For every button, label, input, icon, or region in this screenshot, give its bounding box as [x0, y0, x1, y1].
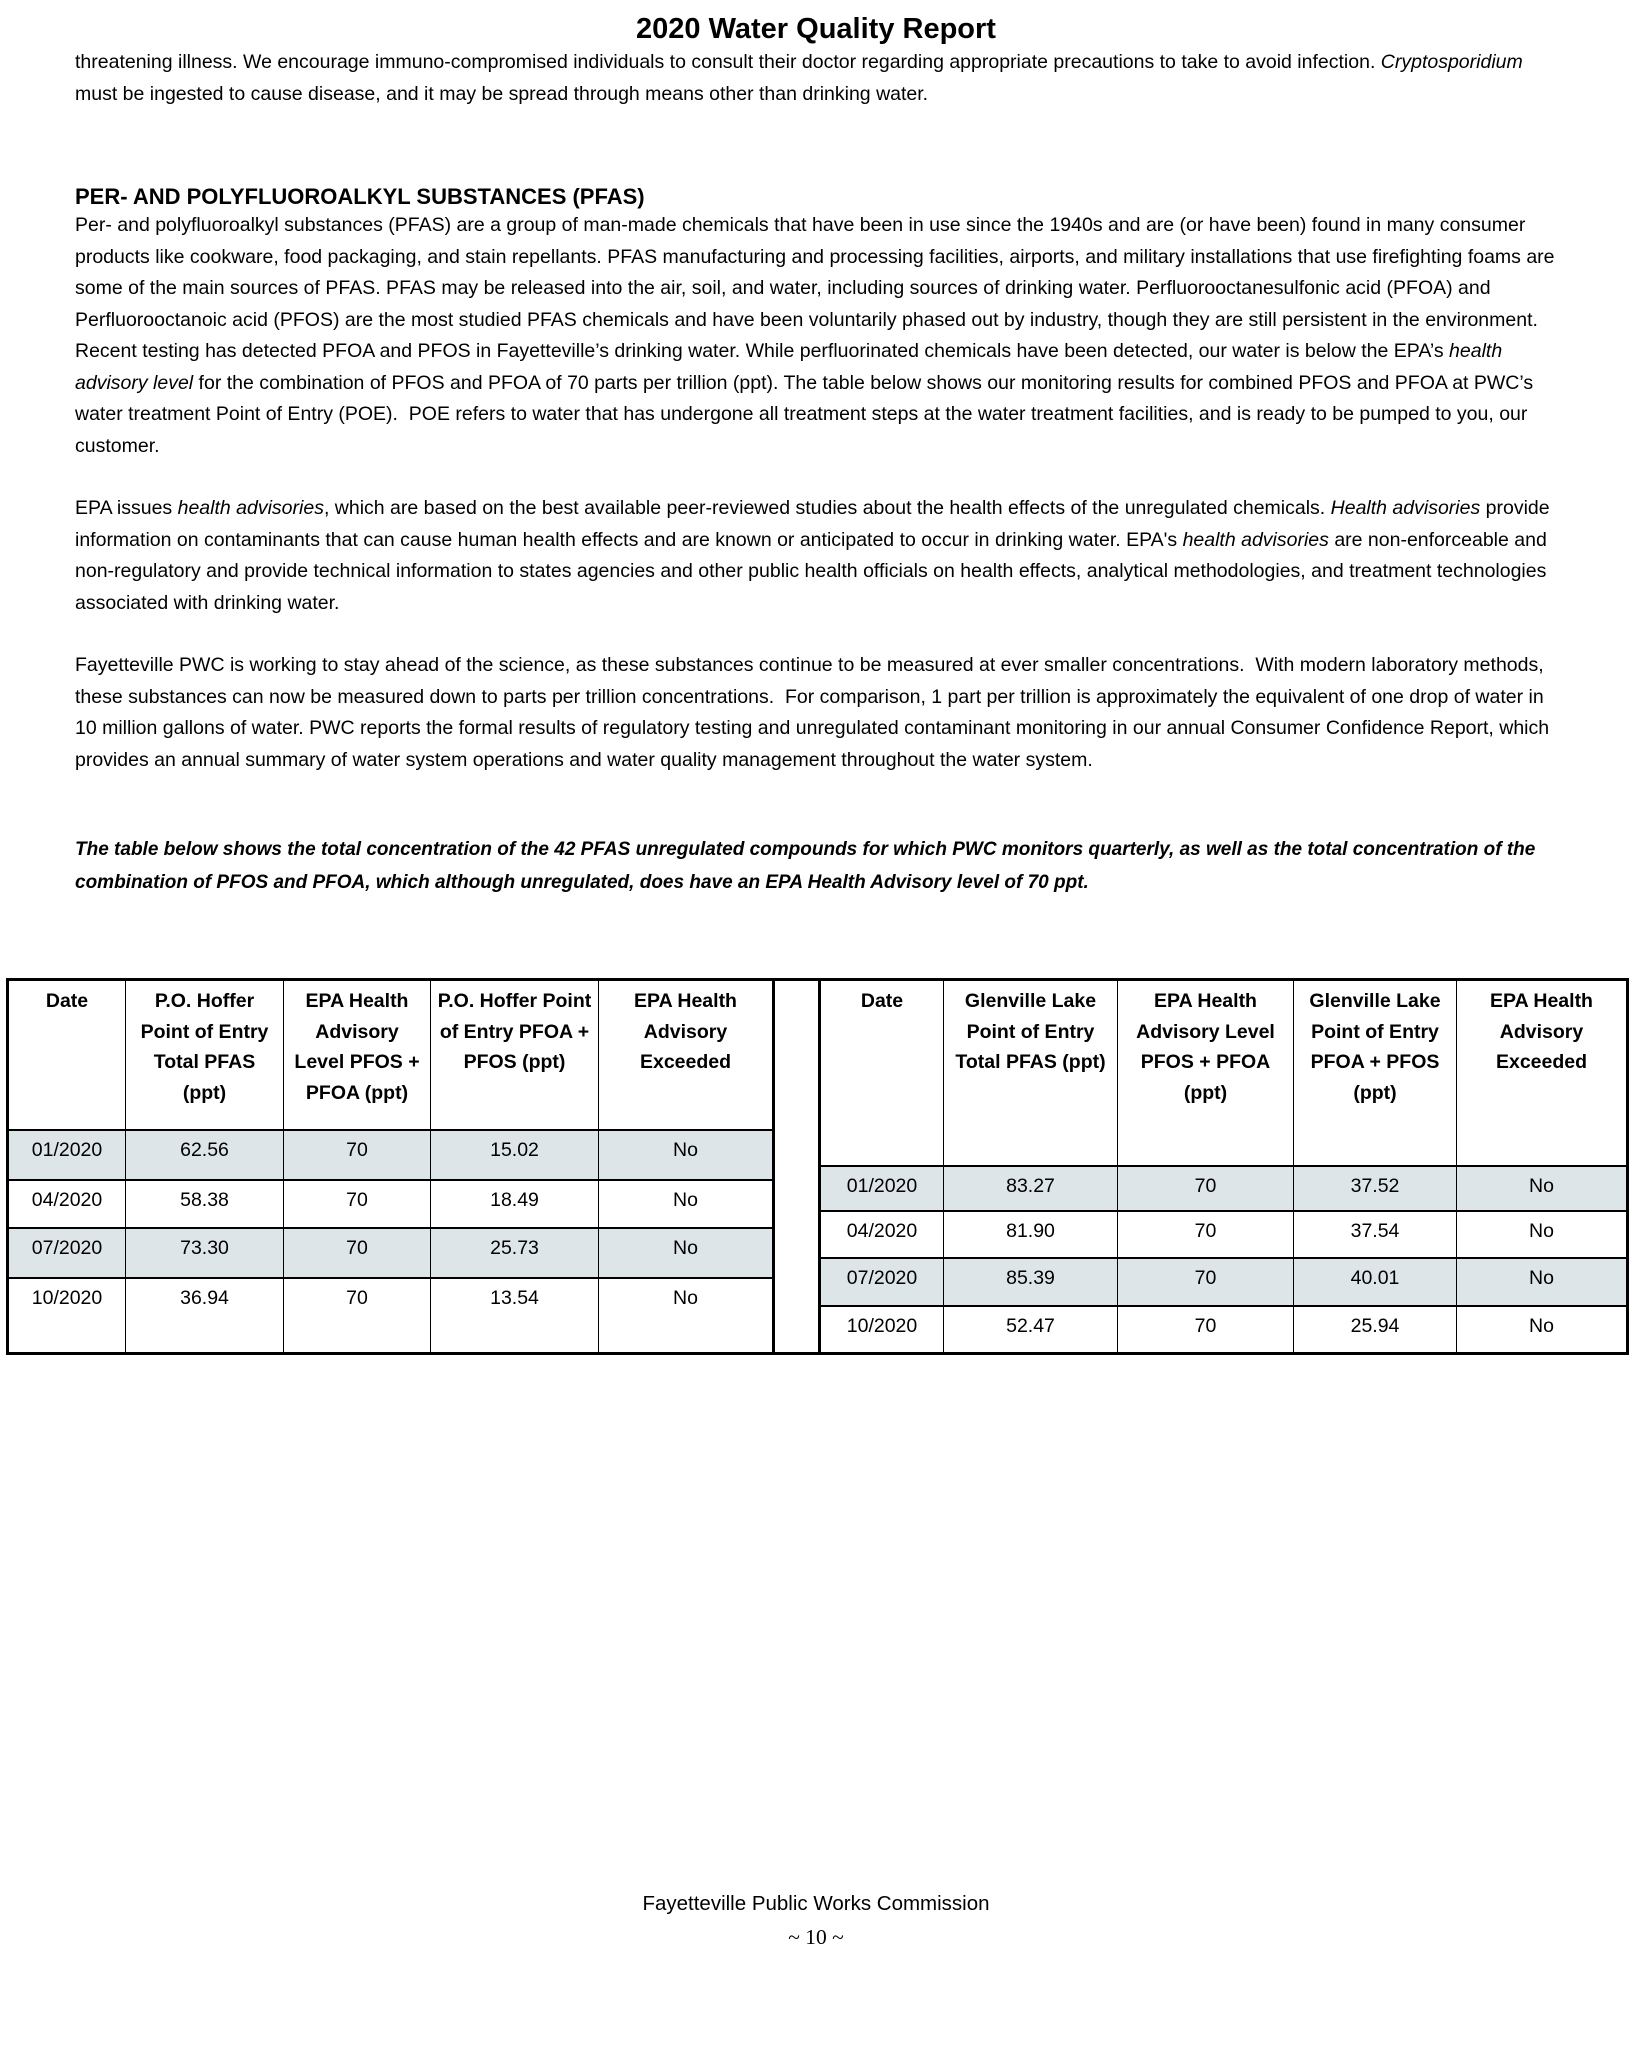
- text-run: , which are based on the best available peer-reviewed studies about the health effects of the unregulated chemicals.: [323, 497, 1331, 519]
- table-cell: 62.56: [126, 1130, 284, 1180]
- table-header-cell-total-pfas: Glenville Lake Point of Entry Total PFAS (ppt): [944, 980, 1118, 1166]
- table-row: [820, 1258, 1628, 1306]
- table-cell: 07/2020: [820, 1258, 944, 1306]
- table-cell: 10/2020: [820, 1306, 944, 1354]
- table-cell: 83.27: [944, 1166, 1118, 1211]
- table-header-cell-pfoa-pfos: Glenville Lake Point of Entry PFOA + PFOS (ppt): [1294, 980, 1457, 1166]
- pfas-section-heading: PER- AND POLYFLUOROALKYL SUBSTANCES (PFAS): [75, 184, 645, 209]
- table-note-paragraph: The table below shows the total concentration of the 42 PFAS unregulated compounds for which PWC monitors quarterly, as well as the total concentration of the combination of PFOS and PFOA, which although unregulated, does have an EPA Health Advisory level of 70 ppt.: [75, 839, 1541, 893]
- glenville-pfas-table: [818, 978, 1629, 1355]
- table-cell: 25.73: [431, 1228, 599, 1277]
- table-cell: 52.47: [944, 1306, 1118, 1354]
- table-row: [8, 1180, 774, 1228]
- text-run: EPA issues: [75, 497, 178, 519]
- pfas-tables-row: [6, 978, 1629, 1355]
- table-cell: 70: [1118, 1166, 1294, 1211]
- table-cell: 04/2020: [820, 1211, 944, 1258]
- pfas-paragraph-3: [75, 493, 1565, 619]
- page-title: 2020 Water Quality Report: [636, 13, 996, 45]
- table-cell: 70: [284, 1278, 431, 1354]
- text-run: for the combination of PFOS and PFOA of 70 parts per trillion (ppt). The table below shows our monitoring results for combined PFOS and PFOA at PWC’s water treatment Point of Entry (POE). POE refers to water that has undergone all treatment steps at the water treatment facilities, and is ready to be pumped to you, our customer.: [75, 371, 1539, 457]
- text-run: must be ingested to cause disease, and it may be spread through means other than drinking water.: [75, 51, 1529, 105]
- table-row: [820, 1166, 1628, 1211]
- table-header-cell-advisory-exceeded: EPA Health Advisory Exceeded: [599, 980, 774, 1130]
- italic-run-health-advisory-level: health advisory level: [75, 340, 1508, 394]
- document-body: [75, 47, 1565, 899]
- table-cell: 01/2020: [820, 1166, 944, 1211]
- page-number: ~ 10 ~: [788, 1925, 844, 1949]
- text-run: Recent testing has detected PFOA and PFOS in Fayetteville’s drinking water. While perfluorinated chemicals have been detected, our water is below the EPA’s: [75, 340, 1450, 362]
- italic-run-health-advisories: health advisories: [1182, 528, 1329, 551]
- table-row: [8, 1130, 774, 1180]
- table-cell: 07/2020: [8, 1228, 126, 1277]
- table-header-cell-total-pfas: P.O. Hoffer Point of Entry Total PFAS (ppt): [126, 980, 284, 1130]
- table-cell: 10/2020: [8, 1278, 126, 1354]
- table-cell: 85.39: [944, 1258, 1118, 1306]
- text-run: threatening illness. We encourage immuno-compromised individuals to consult their doctor regarding appropriate precautions to take to avoid infection.: [75, 51, 1381, 73]
- table-cell: No: [599, 1278, 774, 1354]
- table-header-row: [820, 980, 1628, 1166]
- table-cell: 70: [284, 1130, 431, 1180]
- table-cell: No: [1457, 1258, 1628, 1306]
- table-cell: 18.49: [431, 1180, 599, 1228]
- table-cell: 15.02: [431, 1130, 599, 1180]
- intro-paragraph: [75, 47, 1565, 110]
- hoffer-table-body: [8, 1130, 774, 1354]
- page-footer: [0, 1890, 1632, 1952]
- table-header-cell-advisory-exceeded: EPA Health Advisory Exceeded: [1457, 980, 1628, 1166]
- table-cell: 70: [1118, 1258, 1294, 1306]
- table-cell: 70: [284, 1180, 431, 1228]
- italic-run-cryptosporidium: Cryptosporidium: [1380, 51, 1523, 73]
- table-cell: 37.52: [1294, 1166, 1457, 1211]
- table-cell: 70: [1118, 1211, 1294, 1258]
- table-cell: 81.90: [944, 1211, 1118, 1258]
- table-row: [820, 1306, 1628, 1354]
- table-cell: 73.30: [126, 1228, 284, 1277]
- table-cell: 13.54: [431, 1278, 599, 1354]
- table-row: [820, 1211, 1628, 1258]
- table-cell: 58.38: [126, 1180, 284, 1228]
- table-row: [8, 1228, 774, 1277]
- table-cell: No: [1457, 1166, 1628, 1211]
- hoffer-table-header: [8, 980, 774, 1130]
- table-cell: 25.94: [1294, 1306, 1457, 1354]
- table-cell: No: [1457, 1306, 1628, 1354]
- pfas-paragraph-2: [75, 336, 1565, 462]
- pfas-paragraph-4: Fayetteville PWC is working to stay ahead of the science, as these substances continue to be measured at ever smaller concentrations. With modern laboratory methods, these substances can now be measured down to parts per trillion concentrations. For comparison, 1 part per trillion is approximately the equivalent of one drop of water in 10 million gallons of water. PWC reports the formal results of regulatory testing and unregulated contaminant monitoring in our annual Consumer Confidence Report, which provides an annual summary of water system operations and water quality management throughout the water system.: [75, 654, 1555, 771]
- table-cell: No: [599, 1228, 774, 1277]
- table-header-cell-advisory-level: EPA Health Advisory Level PFOS + PFOA (ppt): [1118, 980, 1294, 1166]
- table-cell: No: [599, 1180, 774, 1228]
- table-header-cell-advisory-level: EPA Health Advisory Level PFOS + PFOA (ppt): [284, 980, 431, 1130]
- table-cell: 36.94: [126, 1278, 284, 1354]
- text-run: are non-enforceable and non-regulatory and provide technical information to states agencies and other public health officials on health effects, analytical methodologies, and treatment technologies associated with drinking water.: [75, 528, 1553, 614]
- table-header-cell-pfoa-pfos: P.O. Hoffer Point of Entry PFOA + PFOS (ppt): [431, 980, 599, 1130]
- table-cell: 01/2020: [8, 1130, 126, 1180]
- table-row: [8, 1278, 774, 1354]
- table-gap-spacer: [775, 978, 818, 1355]
- italic-run-health-advisories: health advisories: [177, 497, 324, 519]
- table-cell: No: [1457, 1211, 1628, 1258]
- italic-run-health-advisories: Health advisories: [1330, 497, 1481, 519]
- table-cell: 04/2020: [8, 1180, 126, 1228]
- table-cell: 70: [1118, 1306, 1294, 1354]
- hoffer-pfas-table: [6, 978, 775, 1355]
- table-header-cell-date: Date: [820, 980, 944, 1166]
- table-cell: No: [599, 1130, 774, 1180]
- table-header-row: [8, 980, 774, 1130]
- table-header-cell-date: Date: [8, 980, 126, 1130]
- glenville-table-header: [820, 980, 1628, 1166]
- glenville-table-body: [820, 1166, 1628, 1354]
- table-cell: 70: [284, 1228, 431, 1277]
- table-cell: 40.01: [1294, 1258, 1457, 1306]
- pfas-paragraph-1: Per- and polyfluoroalkyl substances (PFAS) are a group of man-made chemicals that have been in use since the 1940s and are (or have been) found in many consumer products like cookware, food packaging, and stain repellants. PFAS manufacturing and processing facilities, airports, and military installations that use firefighting foams are some of the main sources of PFAS. PFAS may be released into the air, soil, and water, including sources of drinking water. Perfluorooctanesulfonic acid (PFOA) and Perfluorooctanoic acid (PFOS) are the most studied PFAS chemicals and have been voluntarily phased out by industry, though they are still persistent in the environment.: [75, 214, 1560, 331]
- table-cell: 37.54: [1294, 1211, 1457, 1258]
- footer-organization: Fayetteville Public Works Commission: [642, 1892, 990, 1915]
- text-run: provide information on contaminants that can cause human health effects and are known or anticipated to occur in drinking water. EPA's: [75, 497, 1556, 551]
